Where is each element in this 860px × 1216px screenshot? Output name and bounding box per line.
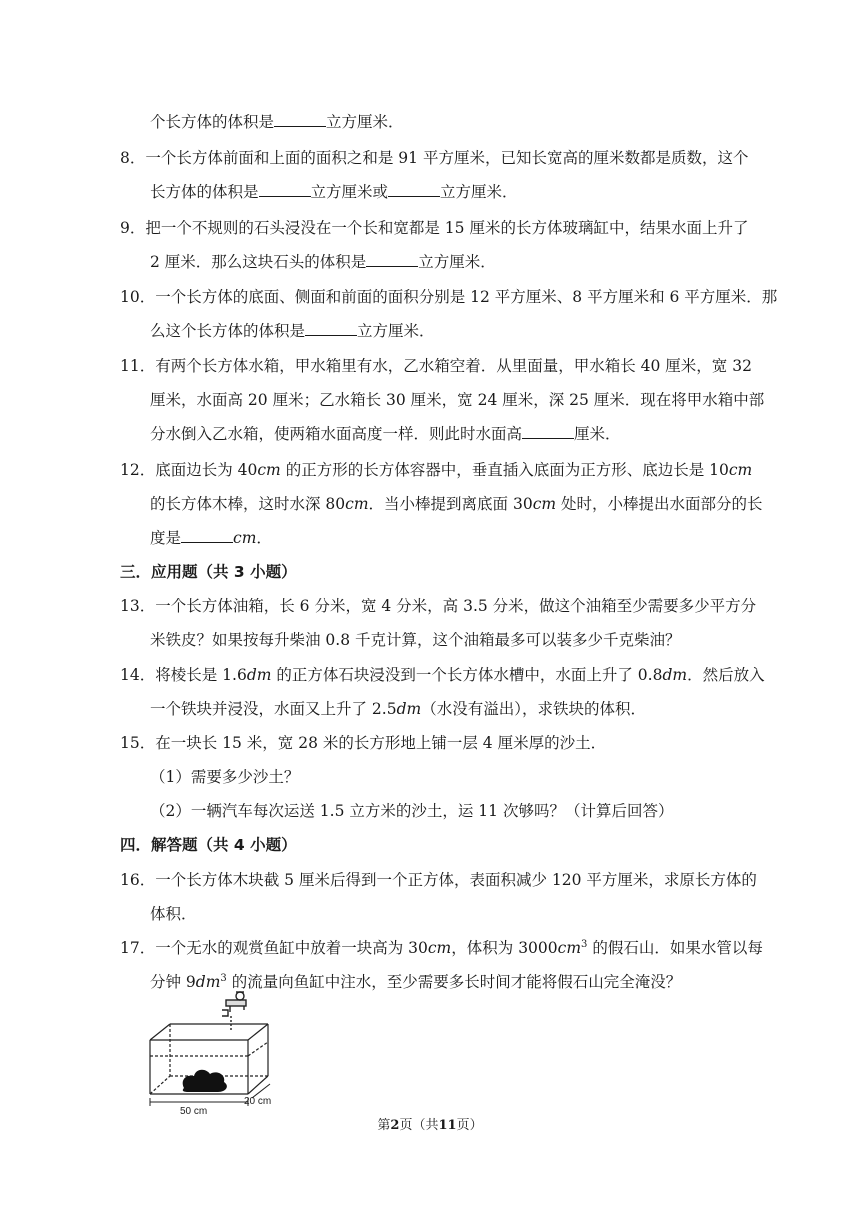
width-label: 20 cm xyxy=(244,1096,272,1107)
question-16-line-2: 体积． xyxy=(150,905,197,923)
question-15-part-1: （1）需要多少沙土？ xyxy=(150,768,300,786)
section-4-heading: 四．解答题（共 4 小题） xyxy=(120,836,297,854)
question-15-part-2: （2）一辆汽车每次运送 1.5 立方米的沙土，运 11 次够吗？（计算后回答） xyxy=(150,802,674,820)
question-10-line-1: 10．一个长方体的底面、侧面和前面的面积分别是 12 平方厘米、8 平方厘米和 6 平方厘米．那 xyxy=(120,288,778,306)
question-7-tail: 个长方体的体积是 立方厘米． xyxy=(150,113,404,131)
question-17-line-2: 分钟 $9dm^3$ 的流量向鱼缸中注水，至少需要多长时间才能将假石山完全淹没？ xyxy=(150,972,682,991)
question-13-line-2: 米铁皮？如果按每升柴油 0.8 千克计算，这个油箱最多可以装多少千克柴油？ xyxy=(150,631,681,649)
question-15-line-1: 15．在一块长 15 米，宽 28 米的长方形地上铺一层 4 厘米厚的沙土． xyxy=(120,734,607,752)
answer-blank[interactable] xyxy=(388,182,440,197)
answer-blank[interactable] xyxy=(181,528,233,543)
page-number: 2 xyxy=(390,1118,400,1133)
question-9-line-1: 9．把一个不规则的石头浸没在一个长和宽都是 15 厘米的长方体玻璃缸中，结果水面上升了 xyxy=(120,219,749,237)
question-13-line-1: 13．一个长方体油箱，长 6 分米，宽 4 分米，高 3.5 分米，做这个油箱至少需要多少平方分 xyxy=(120,597,757,615)
question-12-line-1: 12．底面边长为 40cm 的正方形的长方体容器中，垂直插入底面为正方形、底边长是 10cm xyxy=(120,461,753,479)
answer-blank[interactable] xyxy=(274,112,326,127)
faucet-icon xyxy=(222,992,246,1032)
answer-blank[interactable] xyxy=(366,252,418,267)
question-8-line-2: 长方体的体积是 立方厘米或 立方厘米． xyxy=(150,183,518,201)
question-16-line-1: 16．一个长方体木块截 5 厘米后得到一个正方体，表面积减少 120 平方厘米，求原长方体的 xyxy=(120,871,757,889)
question-8-line-1: 8．一个长方体前面和上面的面积之和是 91 平方厘米，已知长宽高的厘米数都是质数，这个 xyxy=(120,149,749,167)
question-11-line-1: 11．有两个长方体水箱，甲水箱里有水，乙水箱空着．从里面量，甲水箱长 40 厘米，宽 32 xyxy=(120,357,752,375)
question-11-line-2: 厘米，水面高 20 厘米；乙水箱长 30 厘米，宽 24 厘米，深 25 厘米．现在将甲水箱中部 xyxy=(150,391,765,409)
question-14-line-1: 14．将棱长是 1.6dm 的正方体石块浸没到一个长方体水槽中，水面上升了 0.8dm．然后放入 xyxy=(120,666,765,684)
question-11-line-3: 分水倒入乙水箱，使两箱水面高度一样．则此时水面高 厘米． xyxy=(150,425,621,443)
question-12-line-3: 度是 cm． xyxy=(150,529,272,547)
answer-blank[interactable] xyxy=(305,321,357,336)
question-14-line-2: 一个铁块并浸没，水面又上升了 2.5dm（水没有溢出），求铁块的体积． xyxy=(150,700,646,718)
length-label: 50 cm xyxy=(180,1106,208,1116)
question-12-line-2: 的长方体木棒，这时水深 80cm．当小棒提到离底面 30cm 处时，小棒提出水面部分的长 xyxy=(150,495,763,513)
fish-tank-figure xyxy=(140,988,290,1116)
page-footer: 第2页（共11页） xyxy=(377,1118,483,1133)
answer-blank[interactable] xyxy=(522,424,574,439)
question-10-line-2: 么这个长方体的体积是 立方厘米． xyxy=(150,322,435,340)
section-3-heading: 三．应用题（共 3 小题） xyxy=(120,563,297,581)
rock-icon xyxy=(183,1070,227,1092)
question-9-line-2: 2 厘米．那么这块石头的体积是 立方厘米． xyxy=(150,253,496,271)
page-total: 11 xyxy=(438,1118,457,1133)
question-17-line-1: 17．一个无水的观赏鱼缸中放着一块高为 30cm，体积为 $3000cm^3$ 的假石山．如果水管以每 xyxy=(120,938,763,957)
answer-blank[interactable] xyxy=(259,182,311,197)
